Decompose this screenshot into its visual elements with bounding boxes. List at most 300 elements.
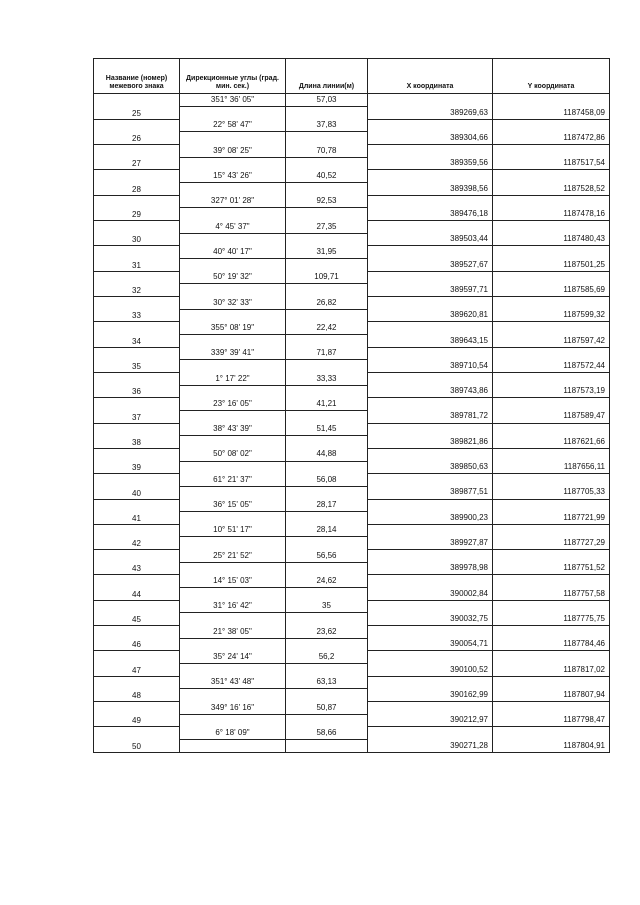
segment-row bbox=[94, 550, 610, 563]
cell-y: 1187589,47 bbox=[493, 410, 610, 423]
point-row bbox=[94, 107, 610, 120]
point-row bbox=[94, 259, 610, 272]
cell-empty bbox=[493, 474, 610, 487]
cell-empty bbox=[286, 588, 368, 601]
cell-empty bbox=[368, 372, 493, 385]
cell-length: 28,17 bbox=[286, 499, 368, 512]
cell-x: 389359,56 bbox=[368, 157, 493, 170]
cell-empty bbox=[286, 360, 368, 373]
cell-empty bbox=[94, 474, 180, 487]
segment-row bbox=[94, 145, 610, 158]
cell-empty bbox=[286, 157, 368, 170]
cell-empty bbox=[493, 221, 610, 234]
point-row bbox=[94, 132, 610, 145]
cell-empty bbox=[286, 638, 368, 651]
cell-empty bbox=[493, 145, 610, 158]
cell-empty bbox=[493, 575, 610, 588]
cell-empty bbox=[286, 461, 368, 474]
cell-empty bbox=[493, 626, 610, 639]
cell-empty bbox=[180, 486, 286, 499]
cell-empty bbox=[180, 664, 286, 677]
cell-empty bbox=[180, 385, 286, 398]
cell-angle: 4° 45' 37" bbox=[180, 221, 286, 234]
cell-length: 28,14 bbox=[286, 524, 368, 537]
cell-length: 56,56 bbox=[286, 550, 368, 563]
cell-empty bbox=[180, 739, 286, 752]
cell-empty bbox=[286, 334, 368, 347]
cell-empty bbox=[493, 347, 610, 360]
segment-row bbox=[94, 600, 610, 613]
cell-empty bbox=[493, 702, 610, 715]
cell-empty bbox=[286, 664, 368, 677]
cell-length: 22,42 bbox=[286, 322, 368, 335]
cell-empty bbox=[286, 385, 368, 398]
cell-x: 390054,71 bbox=[368, 638, 493, 651]
cell-empty bbox=[180, 284, 286, 297]
segment-row bbox=[94, 297, 610, 310]
cell-empty bbox=[368, 322, 493, 335]
cell-empty bbox=[368, 474, 493, 487]
point-row bbox=[94, 284, 610, 297]
cell-point-name: 37 bbox=[94, 410, 180, 423]
cell-empty bbox=[180, 638, 286, 651]
cell-empty bbox=[94, 195, 180, 208]
cell-empty bbox=[286, 107, 368, 120]
cell-empty bbox=[286, 309, 368, 322]
cell-empty bbox=[94, 524, 180, 537]
cell-empty bbox=[180, 461, 286, 474]
cell-empty bbox=[368, 550, 493, 563]
cell-empty bbox=[368, 448, 493, 461]
cell-empty bbox=[180, 334, 286, 347]
segment-row bbox=[94, 448, 610, 461]
cell-empty bbox=[180, 309, 286, 322]
cell-empty bbox=[286, 183, 368, 196]
cell-y: 1187656,11 bbox=[493, 461, 610, 474]
point-row bbox=[94, 461, 610, 474]
cell-length: 24,62 bbox=[286, 575, 368, 588]
cell-empty bbox=[94, 145, 180, 158]
cell-angle: 351° 43' 48" bbox=[180, 676, 286, 689]
cell-empty bbox=[493, 297, 610, 310]
cell-angle: 25° 21' 52" bbox=[180, 550, 286, 563]
cell-empty bbox=[368, 423, 493, 436]
cell-empty bbox=[493, 423, 610, 436]
cell-length: 23,62 bbox=[286, 626, 368, 639]
segment-row bbox=[94, 170, 610, 183]
cell-empty bbox=[368, 727, 493, 740]
cell-point-name: 36 bbox=[94, 385, 180, 398]
point-row bbox=[94, 562, 610, 575]
cell-angle: 351° 36' 05" bbox=[180, 94, 286, 107]
cell-empty bbox=[493, 448, 610, 461]
cell-empty bbox=[493, 372, 610, 385]
cell-length: 41,21 bbox=[286, 398, 368, 411]
cell-empty bbox=[180, 107, 286, 120]
cell-length: 35 bbox=[286, 600, 368, 613]
cell-empty bbox=[493, 727, 610, 740]
cell-y: 1187727,29 bbox=[493, 537, 610, 550]
cell-empty bbox=[368, 195, 493, 208]
cell-empty bbox=[286, 562, 368, 575]
cell-y: 1187621,66 bbox=[493, 436, 610, 449]
cell-x: 389503,44 bbox=[368, 233, 493, 246]
cell-point-name: 28 bbox=[94, 183, 180, 196]
cell-x: 389978,98 bbox=[368, 562, 493, 575]
cell-angle: 10° 51' 17" bbox=[180, 524, 286, 537]
cell-empty bbox=[94, 372, 180, 385]
segment-row bbox=[94, 676, 610, 689]
point-row bbox=[94, 739, 610, 752]
cell-length: 40,52 bbox=[286, 170, 368, 183]
segment-row bbox=[94, 372, 610, 385]
cell-empty bbox=[286, 486, 368, 499]
cell-angle: 50° 19' 32" bbox=[180, 271, 286, 284]
cell-angle: 355° 08' 19" bbox=[180, 322, 286, 335]
cell-x: 389850,63 bbox=[368, 461, 493, 474]
point-row bbox=[94, 410, 610, 423]
cell-point-name: 43 bbox=[94, 562, 180, 575]
cell-length: 109,71 bbox=[286, 271, 368, 284]
boundary-points-table-sheet bbox=[93, 58, 609, 823]
cell-empty bbox=[493, 322, 610, 335]
cell-angle: 349° 16' 16" bbox=[180, 702, 286, 715]
cell-empty bbox=[493, 170, 610, 183]
cell-empty bbox=[180, 233, 286, 246]
cell-empty bbox=[493, 246, 610, 259]
cell-point-name: 38 bbox=[94, 436, 180, 449]
cell-point-name: 49 bbox=[94, 714, 180, 727]
cell-point-name: 27 bbox=[94, 157, 180, 170]
cell-angle: 40° 40' 17" bbox=[180, 246, 286, 259]
cell-y: 1187517,54 bbox=[493, 157, 610, 170]
cell-angle: 6° 18' 09" bbox=[180, 727, 286, 740]
cell-empty bbox=[493, 550, 610, 563]
cell-x: 390162,99 bbox=[368, 689, 493, 702]
point-row bbox=[94, 689, 610, 702]
cell-x: 390032,75 bbox=[368, 613, 493, 626]
cell-length: 58,66 bbox=[286, 727, 368, 740]
cell-y: 1187757,58 bbox=[493, 588, 610, 601]
cell-empty bbox=[368, 347, 493, 360]
segment-row bbox=[94, 474, 610, 487]
segment-row bbox=[94, 727, 610, 740]
cell-point-name: 30 bbox=[94, 233, 180, 246]
cell-length: 44,88 bbox=[286, 448, 368, 461]
cell-empty bbox=[94, 702, 180, 715]
point-row bbox=[94, 714, 610, 727]
point-row bbox=[94, 309, 610, 322]
cell-angle: 30° 32' 33" bbox=[180, 297, 286, 310]
segment-row bbox=[94, 423, 610, 436]
cell-empty bbox=[368, 170, 493, 183]
cell-x: 389900,23 bbox=[368, 512, 493, 525]
segment-row bbox=[94, 524, 610, 537]
cell-point-name: 32 bbox=[94, 284, 180, 297]
cell-empty bbox=[368, 246, 493, 259]
segment-row bbox=[94, 575, 610, 588]
cell-empty bbox=[368, 651, 493, 664]
cell-y: 1187807,94 bbox=[493, 689, 610, 702]
cell-y: 1187804,91 bbox=[493, 739, 610, 752]
cell-x: 389476,18 bbox=[368, 208, 493, 221]
point-row bbox=[94, 208, 610, 221]
point-row bbox=[94, 638, 610, 651]
cell-empty bbox=[94, 600, 180, 613]
cell-empty bbox=[368, 499, 493, 512]
cell-empty bbox=[493, 398, 610, 411]
cell-y: 1187798,47 bbox=[493, 714, 610, 727]
cell-y: 1187775,75 bbox=[493, 613, 610, 626]
cell-length: 56,08 bbox=[286, 474, 368, 487]
header-length: Длина линии(м) bbox=[286, 59, 368, 94]
cell-length: 33,33 bbox=[286, 372, 368, 385]
cell-empty bbox=[94, 119, 180, 132]
cell-empty bbox=[286, 739, 368, 752]
cell-point-name: 25 bbox=[94, 107, 180, 120]
cell-point-name: 29 bbox=[94, 208, 180, 221]
cell-y: 1187501,25 bbox=[493, 259, 610, 272]
cell-empty bbox=[368, 94, 493, 107]
cell-y: 1187572,44 bbox=[493, 360, 610, 373]
cell-empty bbox=[493, 651, 610, 664]
cell-y: 1187817,02 bbox=[493, 664, 610, 677]
cell-x: 390212,97 bbox=[368, 714, 493, 727]
segment-row bbox=[94, 221, 610, 234]
segment-row bbox=[94, 626, 610, 639]
cell-x: 389304,66 bbox=[368, 132, 493, 145]
cell-empty bbox=[94, 347, 180, 360]
cell-empty bbox=[368, 702, 493, 715]
cell-empty bbox=[493, 676, 610, 689]
cell-empty bbox=[180, 588, 286, 601]
cell-x: 389527,67 bbox=[368, 259, 493, 272]
cell-empty bbox=[180, 360, 286, 373]
cell-empty bbox=[94, 727, 180, 740]
cell-empty bbox=[94, 170, 180, 183]
cell-y: 1187478,16 bbox=[493, 208, 610, 221]
cell-point-name: 45 bbox=[94, 613, 180, 626]
cell-empty bbox=[180, 537, 286, 550]
cell-angle: 39° 08' 25" bbox=[180, 145, 286, 158]
cell-empty bbox=[94, 94, 180, 107]
cell-angle: 50° 08' 02" bbox=[180, 448, 286, 461]
cell-length: 27,35 bbox=[286, 221, 368, 234]
cell-x: 389743,86 bbox=[368, 385, 493, 398]
table-header-row bbox=[94, 59, 610, 94]
cell-empty bbox=[94, 297, 180, 310]
cell-empty bbox=[94, 651, 180, 664]
cell-y: 1187751,52 bbox=[493, 562, 610, 575]
cell-point-name: 42 bbox=[94, 537, 180, 550]
cell-empty bbox=[180, 613, 286, 626]
boundary-points-table bbox=[93, 58, 610, 753]
cell-x: 389710,54 bbox=[368, 360, 493, 373]
point-row bbox=[94, 233, 610, 246]
cell-empty bbox=[286, 259, 368, 272]
cell-angle: 35° 24' 14" bbox=[180, 651, 286, 664]
cell-empty bbox=[493, 499, 610, 512]
cell-empty bbox=[180, 410, 286, 423]
cell-empty bbox=[94, 575, 180, 588]
cell-empty bbox=[493, 600, 610, 613]
cell-empty bbox=[180, 689, 286, 702]
cell-empty bbox=[94, 550, 180, 563]
point-row bbox=[94, 334, 610, 347]
cell-length: 37,83 bbox=[286, 119, 368, 132]
cell-empty bbox=[368, 600, 493, 613]
point-row bbox=[94, 360, 610, 373]
cell-point-name: 39 bbox=[94, 461, 180, 474]
header-angle: Дирекционные углы (град. мин. сек.) bbox=[180, 59, 286, 94]
cell-empty bbox=[286, 208, 368, 221]
cell-y: 1187480,43 bbox=[493, 233, 610, 246]
cell-empty bbox=[180, 714, 286, 727]
cell-y: 1187573,19 bbox=[493, 385, 610, 398]
cell-empty bbox=[180, 208, 286, 221]
cell-empty bbox=[368, 145, 493, 158]
cell-angle: 1° 17' 22" bbox=[180, 372, 286, 385]
cell-x: 389643,15 bbox=[368, 334, 493, 347]
cell-empty bbox=[180, 157, 286, 170]
segment-row bbox=[94, 246, 610, 259]
cell-empty bbox=[180, 259, 286, 272]
point-row bbox=[94, 588, 610, 601]
cell-y: 1187458,09 bbox=[493, 107, 610, 120]
cell-angle: 23° 16' 05" bbox=[180, 398, 286, 411]
point-row bbox=[94, 157, 610, 170]
cell-x: 389620,81 bbox=[368, 309, 493, 322]
cell-length: 31,95 bbox=[286, 246, 368, 259]
header-x: X координата bbox=[368, 59, 493, 94]
cell-empty bbox=[286, 714, 368, 727]
cell-angle: 14° 15' 03" bbox=[180, 575, 286, 588]
point-row bbox=[94, 664, 610, 677]
point-row bbox=[94, 486, 610, 499]
cell-y: 1187784,46 bbox=[493, 638, 610, 651]
cell-empty bbox=[180, 436, 286, 449]
cell-empty bbox=[180, 512, 286, 525]
cell-empty bbox=[493, 94, 610, 107]
cell-point-name: 44 bbox=[94, 588, 180, 601]
cell-angle: 38° 43' 39" bbox=[180, 423, 286, 436]
segment-row bbox=[94, 702, 610, 715]
cell-empty bbox=[368, 676, 493, 689]
cell-angle: 22° 58' 47" bbox=[180, 119, 286, 132]
cell-empty bbox=[368, 626, 493, 639]
cell-x: 390100,52 bbox=[368, 664, 493, 677]
segment-row bbox=[94, 195, 610, 208]
cell-empty bbox=[94, 246, 180, 259]
cell-point-name: 50 bbox=[94, 739, 180, 752]
point-row bbox=[94, 537, 610, 550]
cell-empty bbox=[368, 575, 493, 588]
segment-row bbox=[94, 119, 610, 132]
cell-y: 1187705,33 bbox=[493, 486, 610, 499]
cell-empty bbox=[368, 398, 493, 411]
cell-empty bbox=[286, 436, 368, 449]
cell-y: 1187585,69 bbox=[493, 284, 610, 297]
segment-row bbox=[94, 398, 610, 411]
cell-empty bbox=[94, 271, 180, 284]
cell-empty bbox=[286, 132, 368, 145]
cell-length: 57,03 bbox=[286, 94, 368, 107]
cell-point-name: 48 bbox=[94, 689, 180, 702]
cell-y: 1187528,52 bbox=[493, 183, 610, 196]
segment-row bbox=[94, 271, 610, 284]
cell-empty bbox=[94, 322, 180, 335]
cell-empty bbox=[493, 195, 610, 208]
cell-empty bbox=[493, 119, 610, 132]
cell-point-name: 31 bbox=[94, 259, 180, 272]
cell-empty bbox=[94, 499, 180, 512]
cell-angle: 327° 01' 28" bbox=[180, 195, 286, 208]
cell-empty bbox=[368, 221, 493, 234]
cell-point-name: 40 bbox=[94, 486, 180, 499]
cell-point-name: 46 bbox=[94, 638, 180, 651]
cell-empty bbox=[368, 297, 493, 310]
cell-empty bbox=[94, 221, 180, 234]
header-y: Y координата bbox=[493, 59, 610, 94]
cell-point-name: 35 bbox=[94, 360, 180, 373]
segment-row bbox=[94, 347, 610, 360]
cell-angle: 339° 39' 41" bbox=[180, 347, 286, 360]
cell-point-name: 26 bbox=[94, 132, 180, 145]
segment-row bbox=[94, 499, 610, 512]
cell-empty bbox=[493, 271, 610, 284]
cell-angle: 61° 21' 37" bbox=[180, 474, 286, 487]
cell-empty bbox=[94, 676, 180, 689]
segment-row bbox=[94, 651, 610, 664]
cell-y: 1187597,42 bbox=[493, 334, 610, 347]
cell-length: 26,82 bbox=[286, 297, 368, 310]
cell-empty bbox=[286, 512, 368, 525]
cell-empty bbox=[493, 524, 610, 537]
cell-empty bbox=[94, 626, 180, 639]
header-name: Название (номер) межевого знака bbox=[94, 59, 180, 94]
cell-empty bbox=[286, 689, 368, 702]
cell-angle: 21° 38' 05" bbox=[180, 626, 286, 639]
cell-length: 92,53 bbox=[286, 195, 368, 208]
point-row bbox=[94, 512, 610, 525]
cell-x: 390002,84 bbox=[368, 588, 493, 601]
cell-empty bbox=[368, 524, 493, 537]
cell-angle: 31° 16' 42" bbox=[180, 600, 286, 613]
cell-x: 389821,86 bbox=[368, 436, 493, 449]
cell-angle: 15° 43' 26" bbox=[180, 170, 286, 183]
cell-empty bbox=[368, 119, 493, 132]
segment-row bbox=[94, 322, 610, 335]
cell-length: 71,87 bbox=[286, 347, 368, 360]
cell-empty bbox=[94, 448, 180, 461]
cell-empty bbox=[286, 613, 368, 626]
cell-empty bbox=[368, 271, 493, 284]
cell-x: 389398,56 bbox=[368, 183, 493, 196]
cell-x: 389927,87 bbox=[368, 537, 493, 550]
cell-length: 51,45 bbox=[286, 423, 368, 436]
cell-length: 70,78 bbox=[286, 145, 368, 158]
cell-point-name: 34 bbox=[94, 334, 180, 347]
cell-empty bbox=[180, 562, 286, 575]
cell-x: 389781,72 bbox=[368, 410, 493, 423]
cell-empty bbox=[286, 410, 368, 423]
cell-y: 1187472,86 bbox=[493, 132, 610, 145]
cell-empty bbox=[94, 423, 180, 436]
cell-y: 1187721,99 bbox=[493, 512, 610, 525]
cell-empty bbox=[286, 537, 368, 550]
point-row bbox=[94, 385, 610, 398]
cell-x: 389597,71 bbox=[368, 284, 493, 297]
